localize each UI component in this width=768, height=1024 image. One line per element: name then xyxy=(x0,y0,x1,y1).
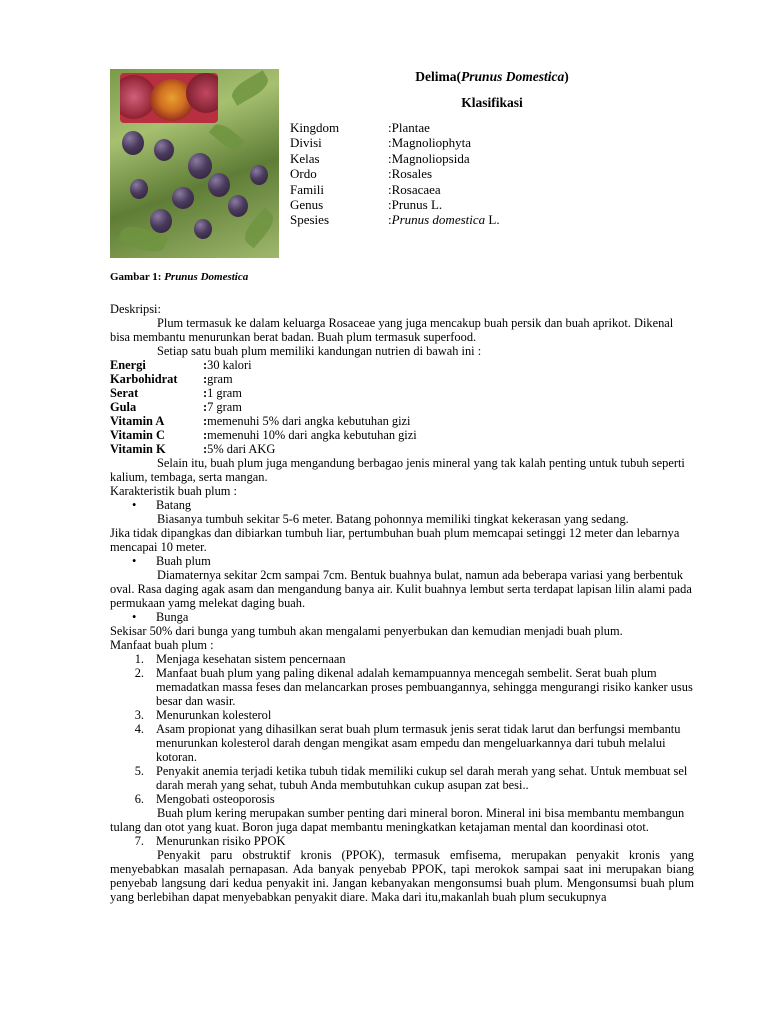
document-title: Delima(Prunus Domestica) xyxy=(415,69,569,84)
nutrient-row: Serat :1 gram xyxy=(110,386,242,400)
classification-heading: Klasifikasi xyxy=(461,95,523,110)
list-item: 5. Penyakit anemia terjadi ketika tubuh tidak memiliki cukup sel darah merah yang sehat. Untuk membuat sel darah merah yang sehat, tubuh Anda membutuhkan cukup asupan zat besi.. xyxy=(134,764,688,792)
classification-row: Famili :Rosacaea xyxy=(290,181,441,197)
plum-photo xyxy=(110,69,279,258)
benefits-heading: Manfaat buah plum : xyxy=(110,638,214,652)
classification-table xyxy=(290,120,500,228)
nutrient-row: Vitamin C :memenuhi 10% dari angka kebutuhan gizi xyxy=(110,428,417,442)
bullet-item-batang: • Batang xyxy=(132,498,192,512)
classification-row: Ordo :Rosales xyxy=(290,166,433,182)
list-item: 6. Mengobati osteoporosis xyxy=(134,792,275,806)
classification-row: Divisi :Magnoliophyta xyxy=(290,135,472,151)
batang-paragraph: Biasanya tumbuh sekitar 5-6 meter. Batang pohonnya memiliki tingkat kekerasan yang sedang. xyxy=(157,512,629,526)
description-paragraph: Plum termasuk ke dalam keluarga Rosaceae yang juga mencakup buah persik dan buah aprikot. Dikenal bisa membantu menurunkan berat badan. Buah plum termasuk superfood. xyxy=(110,316,674,344)
batang-paragraph-2: Jika tidak dipangkas dan dibiarkan tumbuh liar, pertumbuhan buah plum memcapai setinggi 12 meter dan lebarnya mencapai 10 meter. xyxy=(110,526,680,554)
list-item: 2. Manfaat buah plum yang paling dikenal adalah kemampuannya mencegah sembelit. Serat buah plum memadatkan massa feses dan melancarkan proses pembuangannya, sehingga mengurangi risiko kanker usus besar dan wasir. xyxy=(134,666,693,708)
bullet-icon: • xyxy=(132,554,137,568)
document-body xyxy=(110,302,694,904)
nutrient-row: Energi :30 kalori xyxy=(110,358,252,372)
nutrient-intro: Setiap satu buah plum memiliki kandungan nutrien di bawah ini : xyxy=(157,344,482,358)
nutrient-row: Vitamin A :memenuhi 5% dari angka kebutuhan gizi xyxy=(110,414,411,428)
classification-row: Kelas :Magnoliopsida xyxy=(290,150,470,166)
cut-plum-inset xyxy=(120,73,218,123)
list-item: 1. Menjaga kesehatan sistem pencernaan xyxy=(134,652,346,666)
figure-caption: Gambar 1: Prunus Domestica xyxy=(110,271,249,283)
minerals-paragraph: Selain itu, buah plum juga mengandung berbagao jenis mineral yang tak kalah penting untuk tubuh seperti kalium, tembaga, serta mangan. xyxy=(110,456,685,484)
buah-paragraph: Diamaternya sekitar 2cm sampai 7cm. Bentuk buahnya bulat, namun ada beberapa variasi yang berbentuk oval. Rasa daging agak asam dan mengandung banya air. Kulit buahnya lembut serta terdapat lapisan lilin alami pada permukaan yamg melekat daging buah. xyxy=(110,568,692,610)
classification-row: Spesies :Prunus domestica L. xyxy=(290,212,500,228)
bullet-icon: • xyxy=(132,498,137,512)
bullet-icon: • xyxy=(132,610,137,624)
nutrient-row: Vitamin K :5% dari AKG xyxy=(110,442,276,456)
list-item: 3. Menurunkan kolesterol xyxy=(134,708,272,722)
classification-row: Kingdom :Plantae xyxy=(290,120,430,135)
ppok-paragraph: Penyakit paru obstruktif kronis (PPOK), termasuk emfisema, merupakan penyakit kronis yang menyebabkan masalah pernapasan. Ada banyak penyebab PPOK, tapi merokok sampai saat ini merupakan biang penyebab langsung dari kedua penyakit ini. Jangan kebanyakan mengonsumsi buah plum. Mengonsumsi buah plum yang berlebihan dapat menyebabkan penyakit diare. Maka dari itu,makanlah buah plum secukupnya xyxy=(110,848,694,904)
bullet-item-bunga: • Bunga xyxy=(132,610,189,624)
nutrient-row: Gula :7 gram xyxy=(110,400,242,414)
osteoporosis-paragraph: Buah plum kering merupakan sumber penting dari mineral boron. Mineral ini bisa membantu membangun tulang dan otot yang kuat. Boron juga dapat membantu meningkatkan ketajaman mental dan koordinasi otot. xyxy=(110,806,685,834)
list-item: 7. Menurunkan risiko PPOK xyxy=(134,834,286,848)
bunga-paragraph: Sekisar 50% dari bunga yang tumbuh akan mengalami penyerbukan dan kemudian menjadi buah plum. xyxy=(110,624,623,638)
classification-row: Genus :Prunus L. xyxy=(290,196,443,212)
description-heading: Deskripsi: xyxy=(110,302,161,316)
nutrient-row: Karbohidrat :gram xyxy=(110,372,233,386)
list-item: 4. Asam propionat yang dihasilkan serat buah plum termasuk jenis serat tidak larut dan berfungsi membantu menurunkan kolesterol darah dengan mengikat asam empedu dan mengeluarkannya dari tubuh melalui kotoran. xyxy=(134,722,681,764)
bullet-item-buah: • Buah plum xyxy=(132,554,211,568)
characteristics-heading: Karakteristik buah plum : xyxy=(110,484,237,498)
